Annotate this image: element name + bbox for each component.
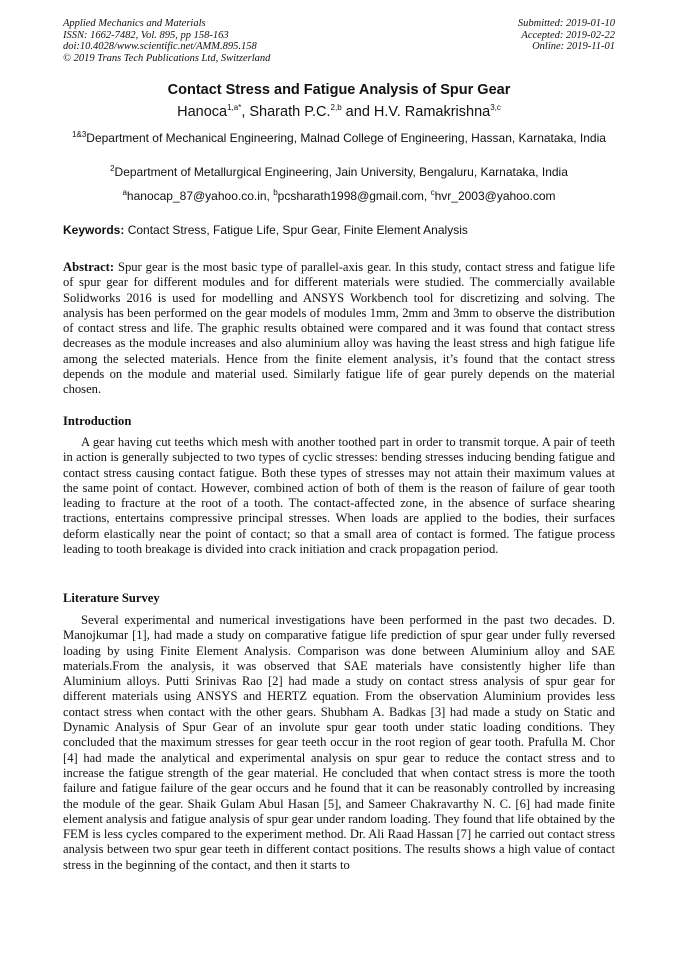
- affiliation-1-sup: 1&3: [72, 130, 87, 139]
- author-2: Sharath P.C.: [249, 104, 331, 120]
- introduction-text: A gear having cut teeths which mesh with another toothed part in order to transmit torque. A pair of teeth in action is generally subjected to two types of cyclic stresses: bending stresses inducing bending fatigue and contact stress causing contact fatigue. Both these types of stresses may not attain their maximum values at the same point of contact. However, combined action of both of them is the reason of failure of gear tooth leading to fracture at the root of a tooth. The contact-affected zone, in the absence of surface shearing tractions, entertains compressive principal stresses. When loads are applied to the bodies, their surfaces deform elastically near the point of contact; so that a small area of contact is formed. The fatigue process leading to tooth breakage is divided into crack initiation and crack propagation period.: [63, 435, 615, 557]
- email-a-sup: a: [122, 188, 127, 197]
- keywords: [63, 223, 615, 237]
- author-list: [63, 104, 615, 120]
- affiliation-2: [63, 165, 615, 180]
- abstract: [63, 260, 615, 398]
- literature-heading: Literature Survey: [63, 591, 160, 605]
- online-date: Online: 2019-11-01: [532, 41, 615, 52]
- email-b: pcsharath1998@gmail.com,: [277, 189, 431, 203]
- email-c-sup: c: [430, 188, 435, 197]
- email-a: hanocap_87@yahoo.co.in,: [126, 189, 274, 203]
- affiliation-2-sup: 2: [110, 164, 115, 173]
- dates-header: [518, 18, 615, 53]
- keywords-text: Contact Stress, Fatigue Life, Spur Gear, Finite Element Analysis: [124, 223, 468, 237]
- author-3: H.V. Ramakrishna: [373, 104, 491, 120]
- journal-header: [63, 18, 270, 64]
- author-1: Hanoca: [177, 104, 228, 120]
- author-emails: [63, 189, 615, 204]
- journal-doi: doi:10.4028/www.scientific.net/AMM.895.158: [63, 41, 257, 52]
- email-b-sup: b: [273, 188, 278, 197]
- submitted-date: Submitted: 2019-01-10: [517, 18, 615, 29]
- affiliation-1: [63, 131, 615, 146]
- abstract-label: Abstract:: [63, 260, 115, 274]
- author-sep: ,: [241, 104, 250, 120]
- keywords-label: Keywords:: [63, 223, 125, 237]
- introduction-heading: Introduction: [63, 414, 132, 428]
- literature-text: Several experimental and numerical investigations have been performed in the past two decades. D. Manojkumar [1], had made a study on comparative fatigue life prediction of spur gear under fully reversed loading by using Finite Element Analysis. Comparison was done between Aluminium alloy and SAE materials.From the analysis, it was observed that SAE materials have consistently higher life than Aluminium alloys. Putti Srinivas Rao [2] had made a study on contact stress analysis of spur gear for different materials using ANSYS and HERTZ equation. From the observation Aluminium provides less contact stress when contact with the other gears. Shubham A. Badkas [3] had made a study on Static and Dynamic Analysis of Spur Gear of an involute spur gear tooth under static loading conditions. They concluded that the maximum stresses for gear teeth occur in the root region of gear tooth. Prafulla M. Chor [4] had made the analytical and experimental analysis on spur gear to reduce the contact stress and to increase the fatigue strength of the gear material. He concluded that when contact stress is more the tooth failure and fatigue failure of the gear occurs and he found that it can be reasonably controlled by increasing the module of the gear. Shaik Gulam Abul Hasan [5], and Sameer Chakravarthy N. C. [6] had made finite element analysis and fatigue analysis of spur gear under random loading. They found that life obtained by the FEM is less cycles compared to the experiment method. Dr. Ali Raad Hassan [7] he carried out contact stress analysis between two spur gear teeth in different contact positions. The results shows a high value of contact stress in the beginning of the contact, and then it starts to: [63, 613, 615, 872]
- affiliation-1-text: Department of Mechanical Engineering, Malnad College of Engineering, Hassan, Karnataka, India: [86, 131, 606, 145]
- email-c: hvr_2003@yahoo.com: [434, 189, 556, 203]
- abstract-text: Spur gear is the most basic type of parallel-axis gear. In this study, contact stress and fatigue life of spur gear for different modules and for different materials were studied. The commercially available Solidworks 2016 is used for modelling and ANSYS Workbench tool for discretizing and solving. The analysis has been performed on the gear models of modules 1mm, 2mm and 3mm to observe the distribution of contact stress and life. The graphic results obtained were compared and it was found that contact stress decreases as the module increases and also aluminium alloy was having the least stress and high fatigue life among the selected materials. Hence from the finite element analysis, it’s found that the contact stress depends on the module and material used. Similarly fatigue life of gear purely depends on the material chosen.: [63, 260, 615, 397]
- paper-title: Contact Stress and Fatigue Analysis of Spur Gear: [167, 82, 511, 98]
- author-2-sup: 2,b: [330, 103, 342, 113]
- accepted-date: Accepted: 2019-02-22: [521, 29, 615, 41]
- journal-name: Applied Mechanics and Materials: [63, 18, 206, 29]
- author-1-sup: 1,a*: [227, 103, 242, 113]
- affiliation-2-text: Department of Metallurgical Engineering, Jain University, Bengaluru, Karnataka, India: [114, 165, 568, 179]
- journal-copyright: © 2019 Trans Tech Publications Ltd, Switzerland: [63, 52, 271, 64]
- author-3-sup: 3,c: [490, 103, 501, 113]
- author-sep: and: [341, 104, 374, 120]
- journal-issn: ISSN: 1662-7482, Vol. 895, pp 158-163: [63, 29, 229, 41]
